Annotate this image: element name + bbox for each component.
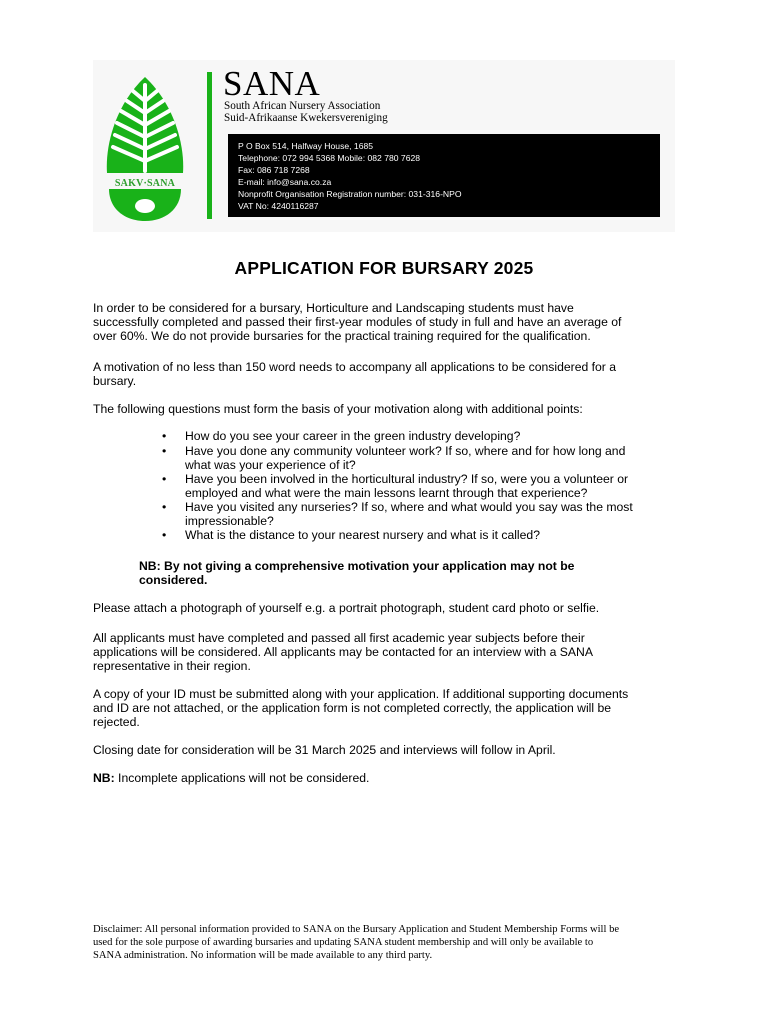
applicants-line-2: applications will be considered. All applicants may be contacted for an interview with a SANA	[93, 645, 593, 659]
id-copy-line-1: A copy of your ID must be submitted along with your application. If additional supporting documents	[93, 687, 629, 701]
logo-text: SAKV·SANA	[114, 178, 176, 189]
contact-fax: Fax: 086 718 7268	[238, 165, 310, 175]
brand-subtitle-af: Suid-Afrikaanse Kwekersvereniging	[224, 112, 388, 124]
photo-instruction: Please attach a photograph of yourself e.g. a portrait photograph, student card photo or selfie.	[93, 601, 600, 615]
contact-email: E-mail: info@sana.co.za	[238, 177, 332, 187]
nb-warning-line-1: NB: By not giving a comprehensive motivation your application may not be	[139, 559, 575, 573]
brand-subtitle-en: South African Nursery Association	[224, 100, 381, 112]
contact-npo-number: Nonprofit Organisation Registration number: 031-316-NPO	[238, 189, 462, 199]
disclaimer-line-2: used for the sole purpose of awarding bursaries and updating SANA student membership and will only be available to	[93, 937, 594, 948]
intro-line-1: In order to be considered for a bursary, Horticulture and Landscaping students must have	[93, 301, 574, 315]
closing-date: Closing date for consideration will be 31 March 2025 and interviews will follow in April.	[93, 743, 556, 757]
disclaimer-line-3: SANA administration. No information will be made available to any third party.	[93, 950, 433, 961]
motivation-line-2: bursary.	[93, 374, 137, 388]
nb-warning-line-2: considered.	[139, 573, 208, 587]
motivation-line-1: A motivation of no less than 150 word needs to accompany all applications to be considered for a	[93, 360, 617, 374]
id-copy-line-2: and ID are not attached, or the application form is not completed correctly, the application will be	[93, 701, 612, 715]
questions-intro: The following questions must form the basis of your motivation along with additional points:	[93, 402, 583, 416]
page-title: APPLICATION FOR BURSARY 2025	[234, 258, 534, 278]
contact-phone: Telephone: 072 994 5368 Mobile: 082 780 7628	[238, 153, 421, 163]
contact-address: P O Box 514, Halfway House, 1685	[238, 141, 374, 151]
nb-final-label: NB:	[93, 771, 115, 785]
intro-line-2: successfully completed and passed their first-year modules of study in full and have an average of	[93, 315, 622, 329]
bullet-icon: •	[162, 472, 167, 486]
applicants-line-3: representative in their region.	[93, 659, 251, 673]
contact-box	[228, 134, 660, 217]
disclaimer-line-1: Disclaimer: All personal information provided to SANA on the Bursary Application and Student Membership Forms will be	[93, 924, 620, 935]
brand-name: SANA	[223, 64, 321, 103]
green-divider	[207, 72, 212, 219]
contact-vat-number: VAT No: 4240116287	[238, 201, 319, 211]
nb-final	[93, 771, 369, 785]
bullet-icon: •	[162, 444, 167, 458]
bullet-icon: •	[162, 500, 167, 514]
sana-logo-icon	[103, 73, 187, 223]
bullet-icon: •	[162, 429, 167, 443]
bullet-icon: •	[162, 528, 167, 542]
nb-final-text: Incomplete applications will not be considered.	[114, 771, 370, 785]
id-copy-line-3: rejected.	[93, 715, 140, 729]
applicants-line-1: All applicants must have completed and passed all first academic year subjects before their	[93, 631, 585, 645]
intro-line-3: over 60%. We do not provide bursaries for the practical training required for the qualification.	[93, 329, 591, 343]
